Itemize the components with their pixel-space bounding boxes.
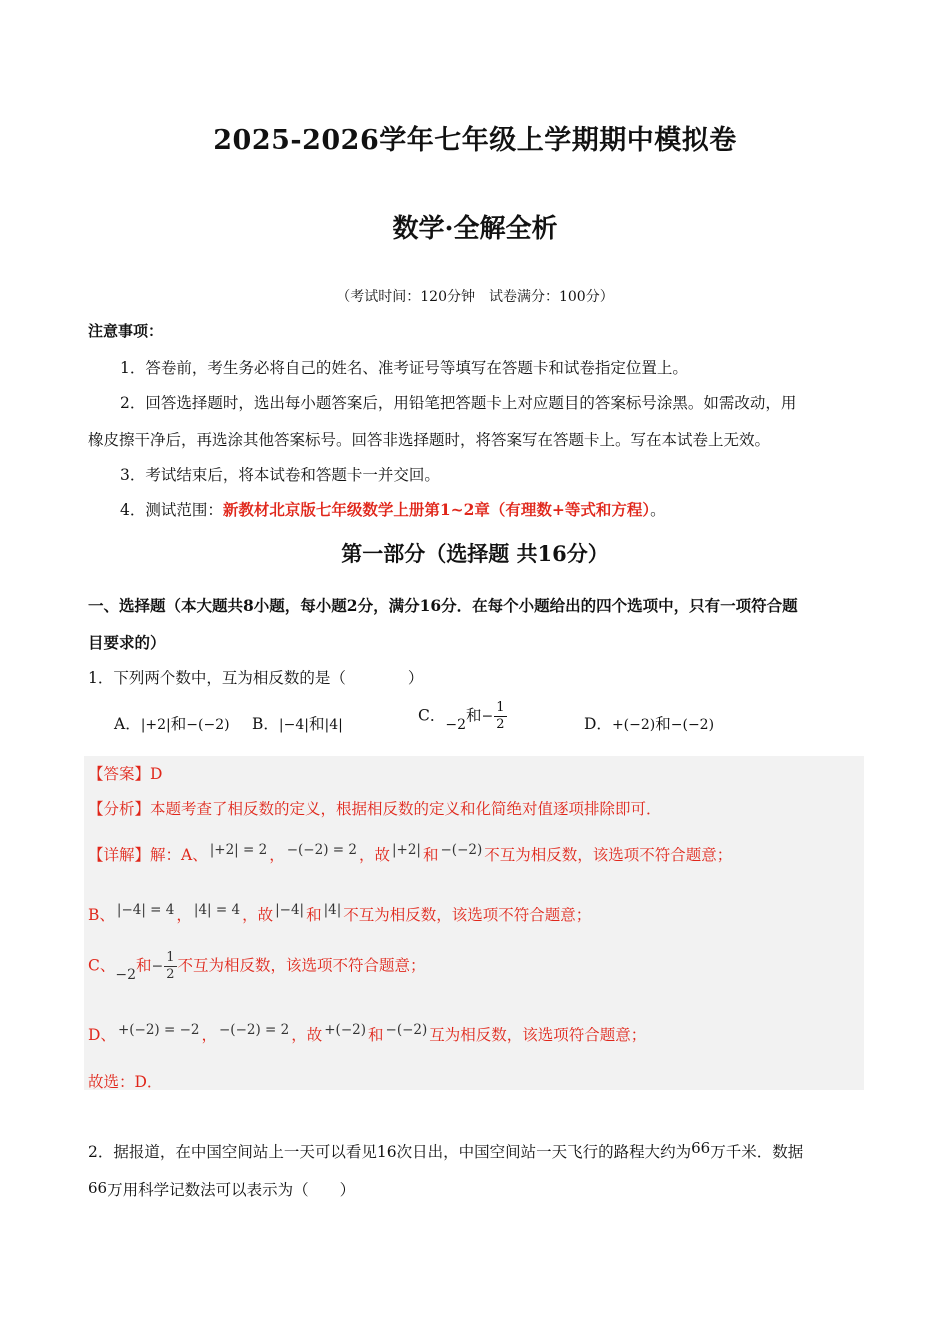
detail-c-fraction (164, 950, 176, 983)
detail-b-so: ，故 (242, 906, 274, 925)
q2-line2-number: 66 (88, 1179, 108, 1197)
detail-c-and: 和 (136, 956, 152, 975)
detail-d-end: 互为相反数，该选项符合题意； (429, 1026, 647, 1045)
section-instruction-b: 目要求的） (88, 633, 166, 652)
section-title: 第一部分（选择题 共16分） (341, 541, 609, 566)
answer-label: 【答案】D (88, 765, 163, 783)
page-title: 2025-2026学年七年级上学期期中模拟卷 (213, 125, 737, 156)
question-1-stem: 1．下列两个数中，互为相反数的是（ ） (88, 669, 424, 687)
detail-c-end: 不互为相反数，该选项不符合题意； (177, 956, 426, 975)
option-b-math-1: |−4| (278, 717, 309, 733)
detail-a-math-3: |+2| (391, 842, 421, 858)
question-1-option-c (418, 700, 508, 733)
detail-d-start: D、 (88, 1026, 116, 1045)
detail-d-so: ，故 (291, 1026, 323, 1045)
notice-title: 注意事项： (88, 322, 164, 340)
option-c-sign: − (481, 708, 494, 725)
option-d-label: D． (584, 715, 612, 733)
option-c-label: C． (418, 706, 446, 725)
option-d-and: 和 (655, 715, 671, 733)
detail-d-math-2: −(−2) = 2 (219, 1022, 290, 1038)
option-d-math-2: −(−2) (670, 717, 715, 733)
detail-a-math-4: −(−2) (440, 842, 483, 858)
detail-d-math-3: +(−2) (324, 1022, 366, 1038)
detail-b-comma: ， (176, 906, 192, 925)
detail-b-math-1: |−4| = 4 (116, 902, 175, 918)
question-1-option-d (584, 712, 714, 734)
detail-d-comma: ， (201, 1026, 217, 1045)
detail-a-math-2: −(−2) = 2 (286, 842, 357, 858)
detail-a-math-1: |+2| = 2 (209, 842, 268, 858)
detail-b-start: B、 (88, 906, 115, 925)
answer-conclusion: 故选：D． (88, 1073, 163, 1091)
page-subtitle: 数学·全解全析 (392, 214, 558, 244)
q2-line1-b: 万千米．数据 (710, 1143, 804, 1161)
option-c-fraction (494, 700, 506, 733)
detail-b-and: 和 (306, 906, 322, 925)
detail-d-math-1: +(−2) = −2 (117, 1022, 200, 1038)
option-b-math-2: |4| (324, 717, 343, 733)
answer-detail-a (88, 842, 732, 865)
detail-c-start: C、 (88, 956, 116, 975)
detail-c-numerator: 1 (166, 950, 175, 965)
option-c-and: 和 (466, 706, 482, 725)
test-scope: 新教材北京版七年级数学上册第1~2章（有理数+等式和方程） (222, 500, 651, 519)
option-c-math-1: −2 (445, 716, 467, 733)
detail-b-math-3: |−4| (275, 902, 305, 918)
detail-d-and: 和 (368, 1026, 384, 1045)
q2-line2-b: 万用科学记数法可以表示为（ ） (107, 1181, 356, 1199)
question-2-line-2 (88, 1178, 355, 1200)
detail-prefix: 【详解】 (88, 846, 151, 865)
answer-detail-d (88, 1022, 646, 1045)
option-a-math-2: −(−2) (186, 717, 230, 733)
option-c-numerator: 1 (496, 700, 505, 715)
option-a-math-1: |+2| (140, 717, 171, 733)
section-instruction-a: 一、选择题（本大题共8小题，每小题2分，满分16分．在每个小题给出的四个选项中，只有一项符合题 (88, 596, 798, 615)
detail-a-end: 不互为相反数，该选项不符合题意； (484, 846, 733, 865)
exam-info: （考试时间：120分钟 试卷满分：100分） (336, 289, 614, 305)
notice-item-4-prefix: 4．测试范围： (120, 501, 223, 519)
question-1-option-b (252, 712, 343, 734)
notice-item-1: 1．答卷前，考生务必将自己的姓名、准考证号等填写在答题卡和试卷指定位置上。 (120, 359, 688, 377)
detail-a-and: 和 (422, 846, 439, 865)
detail-b-math-2: |4| = 4 (193, 902, 241, 918)
option-a-and: 和 (170, 715, 187, 733)
notice-item-3: 3．考试结束后，将本试卷和答题卡一并交回。 (120, 466, 440, 484)
q2-line1-a: 2．据报道，在中国空间站上一天可以看见16次日出，中国空间站一天飞行的路程大约为 (88, 1143, 692, 1161)
detail-d-math-4: −(−2) (385, 1022, 428, 1038)
detail-a-start: 解：A、 (150, 846, 208, 865)
detail-b-end: 不互为相反数，该选项不符合题意； (343, 906, 592, 925)
option-a-label: A． (114, 715, 141, 733)
question-1-option-a (114, 712, 230, 734)
option-b-and: 和 (308, 715, 325, 733)
answer-detail-b (88, 902, 591, 925)
notice-item-4-suffix: 。 (650, 501, 666, 519)
notice-item-4 (120, 498, 666, 520)
notice-item-2a: 2．回答选择题时，选出每小题答案后，用铅笔把答题卡上对应题目的答案标号涂黑。如需改动，用 (120, 394, 797, 412)
q2-line1-number: 66 (691, 1139, 711, 1157)
notice-item-2b: 橡皮擦干净后，再选涂其他答案标号。回答非选择题时，将答案写在答题卡上。写在本试卷上无效。 (88, 431, 771, 449)
detail-a-so: ，故 (358, 846, 390, 865)
detail-c-math-1: −2 (115, 966, 137, 983)
option-d-math-1: +(−2) (611, 717, 656, 733)
answer-detail-c (88, 950, 426, 983)
detail-c-denominator: 2 (166, 967, 175, 982)
question-2-line-1 (88, 1140, 803, 1162)
detail-a-comma: ， (269, 846, 285, 865)
detail-c-sign: − (151, 958, 164, 975)
option-b-label: B． (252, 715, 279, 733)
detail-b-math-4: |4| (323, 902, 342, 918)
option-c-denominator: 2 (496, 717, 505, 732)
answer-analysis: 【分析】本题考查了相反数的定义，根据相反数的定义和化简绝对值逐项排除即可． (88, 800, 662, 818)
